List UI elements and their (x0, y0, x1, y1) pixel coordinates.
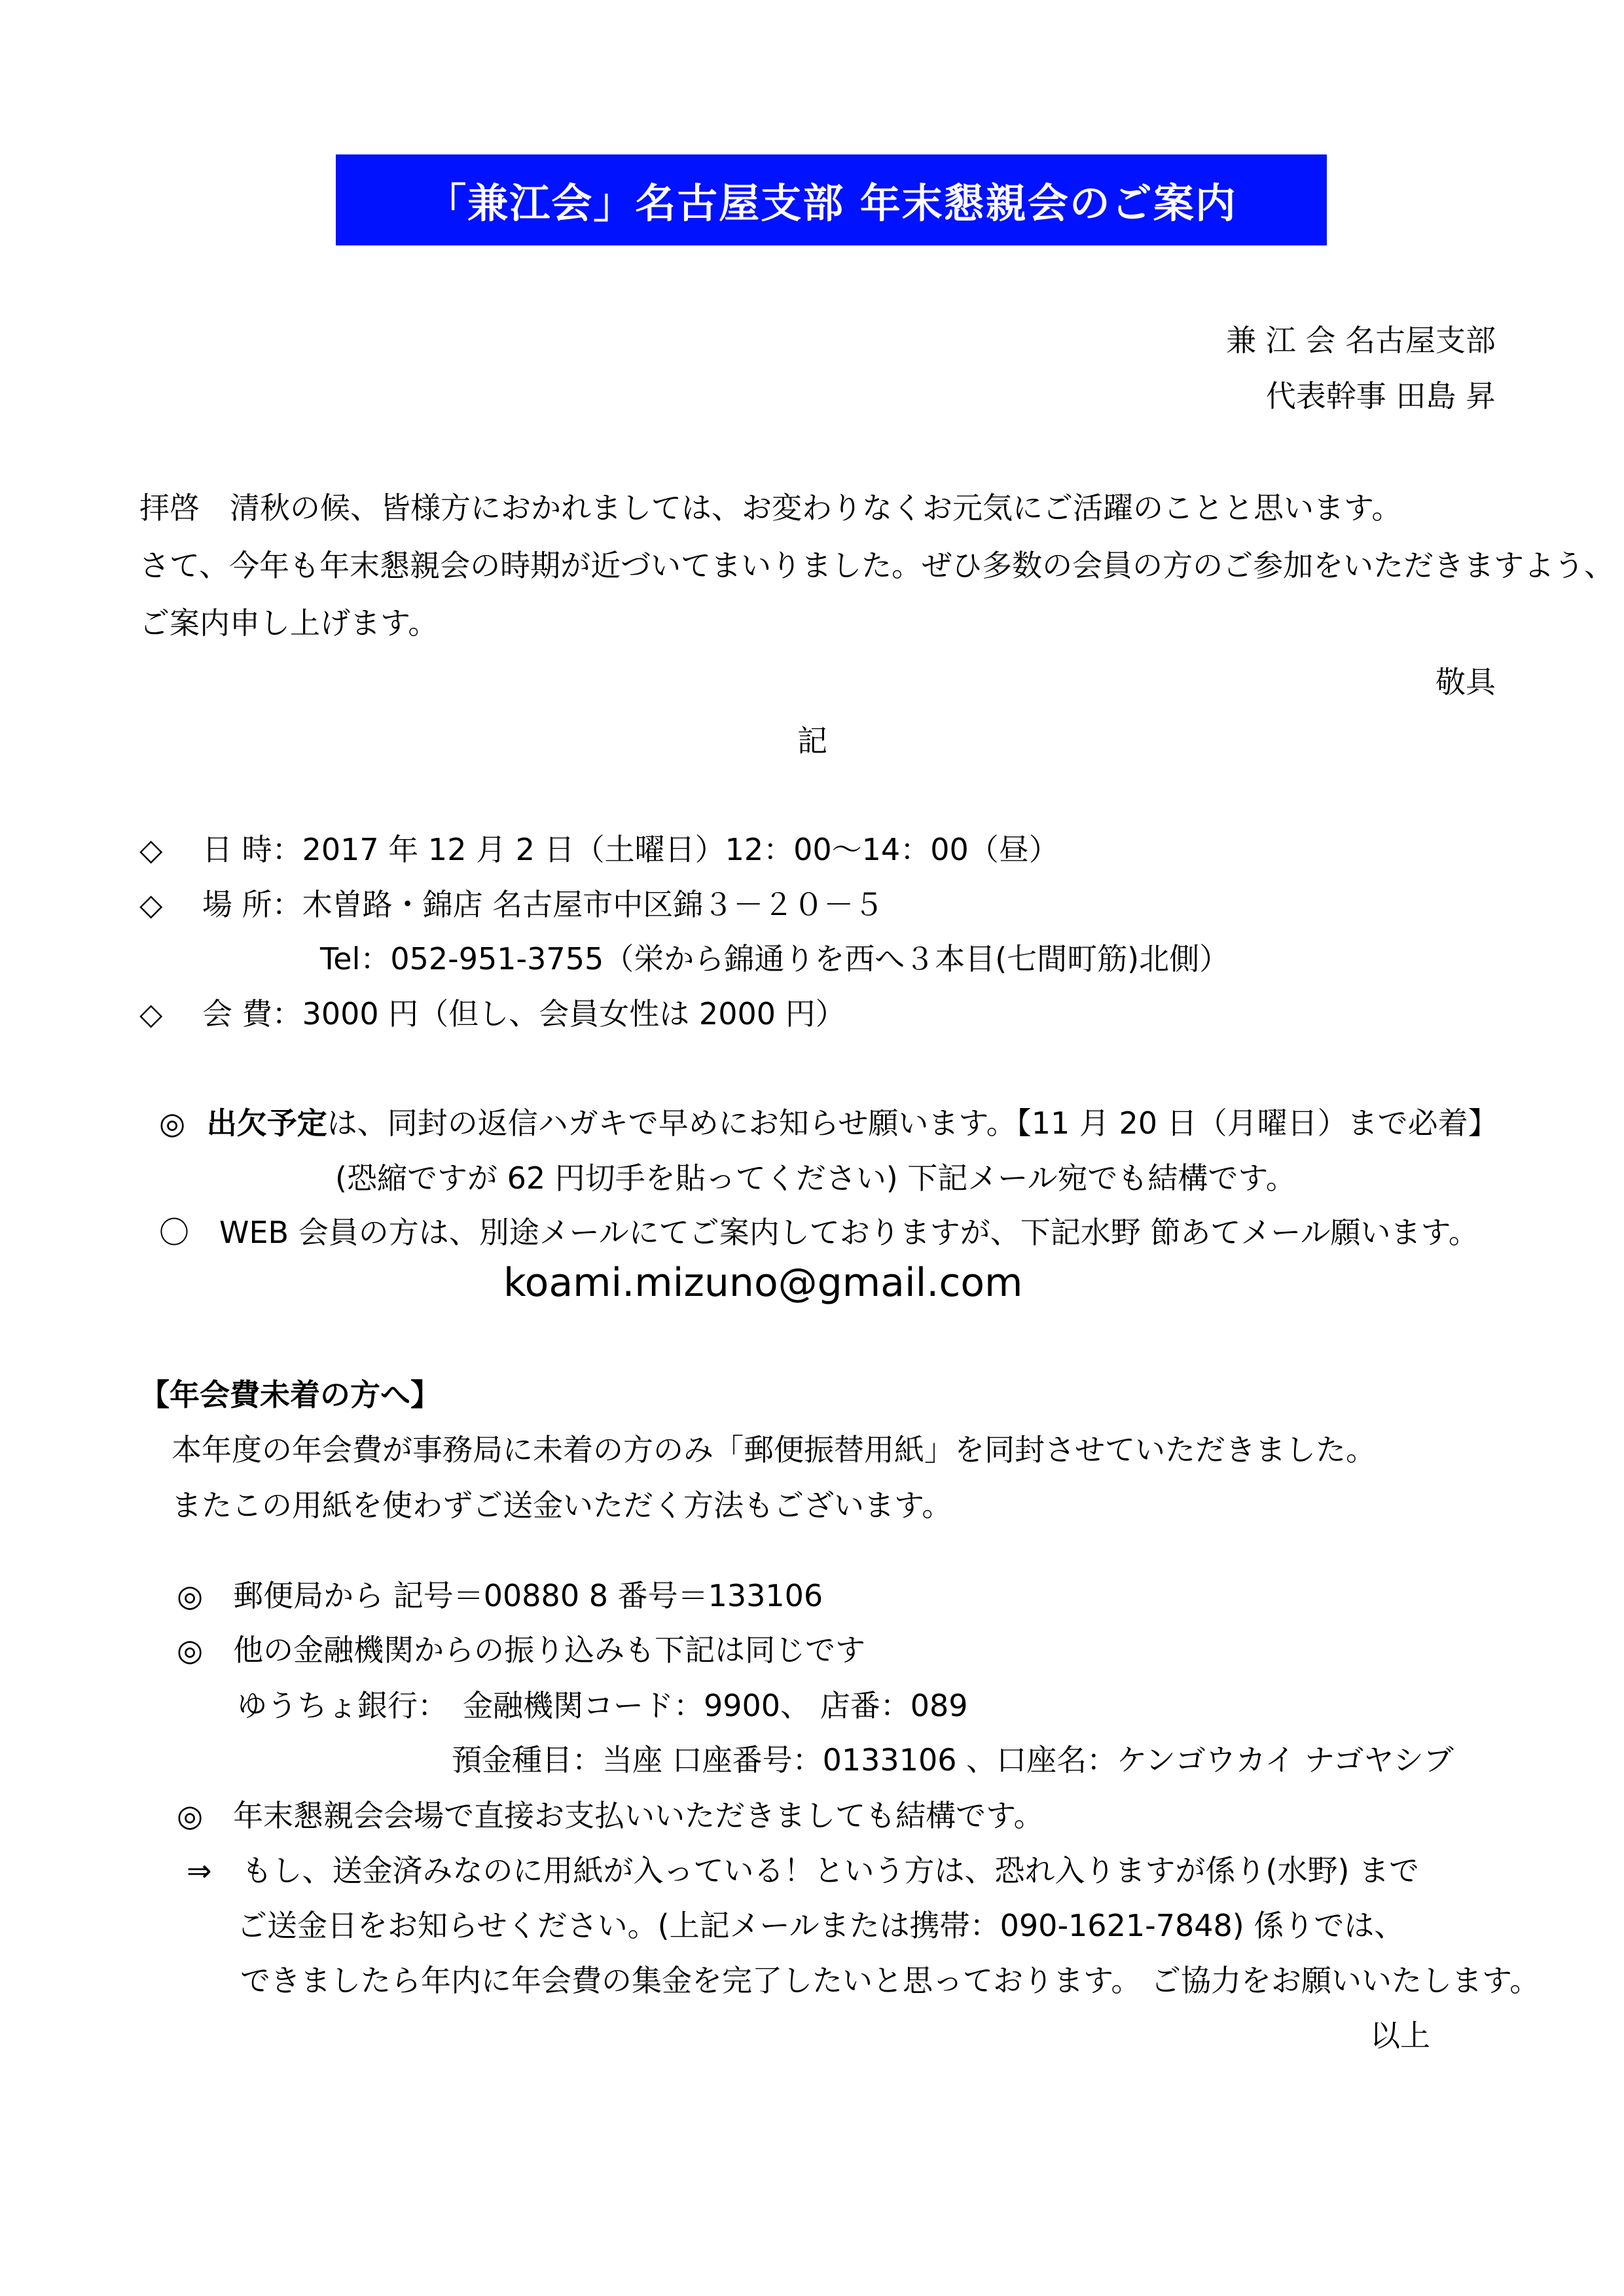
yucho-info: ゆうちょ銀行： 金融機関コード：9900、 店番：089 (237, 1688, 968, 1723)
greeting-line-1: 拝啓 清秋の候、皆様方におかれましては、お変わりなくお元気にご活躍のことと思います。 (139, 490, 1402, 526)
detail-tel: Tel：052-951-3755（栄から錦通りを西へ３本目(七間町筋)北側） (320, 941, 1230, 977)
document-title: 「兼江会」名古屋支部 年末懇親会のご案内 (336, 154, 1327, 245)
double-circle-mark: ◎ (159, 1105, 186, 1141)
sender-person: 代表幹事 田島 昇 (1265, 378, 1496, 414)
greeting-line-2: さて、今年も年末懇親会の時期が近づいてまいりました。ぜひ多数の会員の方のご参加をいただきますよう、 (139, 548, 1615, 583)
closing-keigu: 敬具 (1435, 664, 1496, 700)
note-line-2: ご送金日をお知らせください。(上記メールまたは携帯：090-1621-7848) 係りでは、 (237, 1908, 1405, 1943)
account-info: 預金種目：当座 口座番号：0133106 、口座名：ケンゴウカイ ナゴヤシブ (452, 1742, 1454, 1778)
rsvp-line-2: (恐縮ですが 62 円切手を貼ってください) 下記メール宛でも結構です。 (335, 1160, 1296, 1196)
fee-line-1: 本年度の年会費が事務局に未着の方のみ「郵便振替用紙」を同封させていただきました。 (171, 1432, 1376, 1467)
rsvp-text: は、同封の返信ハガキで早めにお知らせ願います。【11 月 20 日（月曜日）まで必着】 (327, 1105, 1498, 1141)
direct-payment-info: ◎ 年末懇親会会場で直接お支払いいただきましても結構です。 (177, 1798, 1044, 1833)
postal-info: ◎ 郵便局から 記号＝00880 8 番号＝133106 (177, 1578, 823, 1613)
web-member-line: 〇 WEB 会員の方は、別途メールにてご案内しておりますが、下記水野 節あてメール願います。 (159, 1215, 1479, 1250)
detail-fee: ◇ 会 費：3000 円（但し、会員女性は 2000 円） (139, 996, 846, 1031)
note-line-1: ⇒ もし、送金済みなのに用紙が入っている！という方は、恐れ入りますが係り(水野) まで (187, 1853, 1420, 1888)
rsvp-label: 出欠予定 (206, 1105, 327, 1141)
ki-marker: 記 (797, 723, 827, 759)
detail-date: ◇ 日 時：2017 年 12 月 2 日（土曜日）12：00～14：00（昼） (139, 832, 1059, 867)
sender-org: 兼 江 会 名古屋支部 (1226, 323, 1496, 358)
detail-place: ◇ 場 所：木曽路・錦店 名古屋市中区錦３－２０－５ (139, 887, 884, 922)
note-line-3: できましたら年内に年会費の集金を完了したいと思っております。 ご協力をお願いいたします。 (240, 1963, 1540, 1998)
other-banks-info: ◎ 他の金融機関からの振り込みも下記は同じです (177, 1632, 866, 1668)
fee-heading: 【年会費未着の方へ】 (139, 1377, 441, 1412)
closing-ijou: 以上 (1370, 2018, 1430, 2053)
contact-email[interactable]: koami.mizuno@gmail.com (503, 1260, 1023, 1306)
greeting-line-3: ご案内申し上げます。 (139, 605, 439, 641)
rsvp-line-1 (159, 1105, 1498, 1141)
fee-line-2: またこの用紙を使わずご送金いただく方法もございます。 (171, 1488, 952, 1523)
